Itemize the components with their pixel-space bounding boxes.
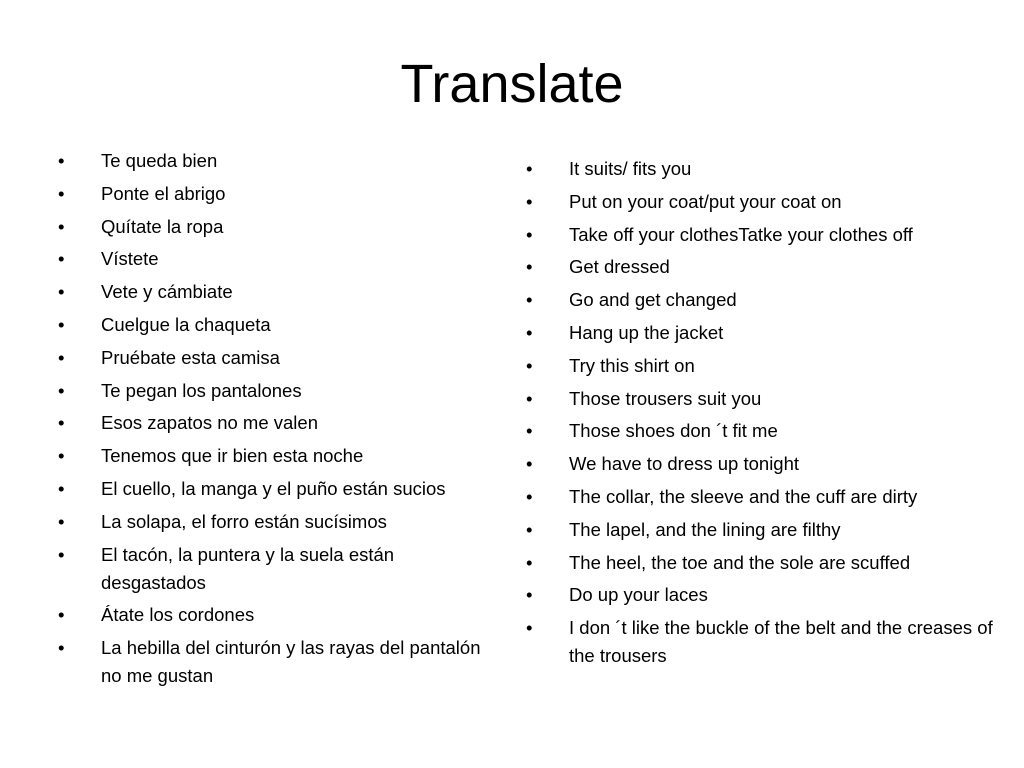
spanish-phrase-text: El cuello, la manga y el puño están sucios [101, 477, 446, 499]
spanish-phrase-list [58, 147, 488, 695]
english-phrase [526, 549, 996, 577]
bullet-icon: • [58, 379, 65, 401]
bullet-icon: • [526, 158, 533, 179]
english-phrase-text: The collar, the sleeve and the cuff are dirty [569, 485, 918, 507]
bullet-icon: • [526, 551, 533, 573]
spanish-phrase [58, 278, 488, 306]
english-phrase-text: The heel, the toe and the sole are scuffed [569, 551, 911, 573]
english-phrase [526, 319, 996, 347]
spanish-phrase-text: Ponte el abrigo [101, 182, 226, 204]
bullet-icon: • [58, 445, 65, 467]
spanish-phrase-text: La solapa, el forro están sucísimos [101, 510, 387, 532]
bullet-icon: • [58, 346, 65, 368]
bullet-icon: • [58, 215, 65, 237]
bullet-icon: • [526, 387, 533, 409]
english-translation-list [526, 155, 996, 675]
spanish-phrase [58, 213, 488, 241]
spanish-phrase-text: El tacón, la puntera y la suela están desgastados [101, 543, 395, 593]
spanish-phrase [58, 311, 488, 339]
english-phrase [526, 581, 996, 609]
english-phrase [526, 516, 996, 544]
bullet-icon: • [526, 617, 533, 639]
english-phrase-text: I don ´t like the buckle of the belt and the creases of the trousers [569, 617, 993, 667]
spanish-phrase-text: Te queda bien [101, 150, 218, 171]
spanish-phrase [58, 344, 488, 372]
english-phrase-text: Try this shirt on [569, 354, 695, 376]
english-phrase-text: We have to dress up tonight [569, 453, 800, 475]
bullet-icon: • [58, 510, 65, 532]
bullet-icon: • [526, 518, 533, 540]
spanish-phrase-text: Esos zapatos no me valen [101, 412, 318, 434]
spanish-phrase-text: Te pegan los pantalones [101, 379, 302, 401]
spanish-phrase-text: Pruébate esta camisa [101, 346, 280, 368]
spanish-phrase [58, 634, 488, 690]
english-phrase [526, 188, 996, 216]
english-phrase-text: It suits/ fits you [569, 158, 692, 179]
english-phrase-text: Put on your coat/put your coat on [569, 190, 842, 212]
spanish-phrase [58, 442, 488, 470]
english-phrase [526, 417, 996, 445]
bullet-icon: • [526, 190, 533, 212]
bullet-icon: • [526, 321, 533, 343]
english-phrase-text: The lapel, and the lining are filthy [569, 518, 841, 540]
english-phrase [526, 614, 996, 670]
english-phrase-text: Those shoes don ´t fit me [569, 420, 778, 442]
english-phrase-text: Hang up the jacket [569, 321, 724, 343]
spanish-phrase-text: Quítate la ropa [101, 215, 224, 237]
bullet-icon: • [526, 354, 533, 376]
english-phrase [526, 483, 996, 511]
spanish-phrase-text: Vete y cámbiate [101, 281, 233, 303]
spanish-phrase [58, 541, 488, 597]
spanish-phrase [58, 147, 488, 175]
spanish-phrase [58, 508, 488, 536]
english-phrase [526, 155, 996, 183]
bullet-icon: • [526, 289, 533, 311]
bullet-icon: • [526, 223, 533, 245]
spanish-phrase-text: Átate los cordones [101, 604, 255, 626]
english-phrase [526, 286, 996, 314]
bullet-icon: • [526, 256, 533, 278]
english-phrase-text: Take off your clothesTatke your clothes off [569, 223, 913, 245]
bullet-icon: • [58, 412, 65, 434]
english-phrase-text: Those trousers suit you [569, 387, 762, 409]
spanish-phrase [58, 377, 488, 405]
english-phrase [526, 221, 996, 249]
bullet-icon: • [58, 313, 65, 335]
spanish-phrase [58, 601, 488, 629]
slide-title: Translate [400, 54, 624, 114]
spanish-phrase [58, 245, 488, 273]
bullet-icon: • [58, 477, 65, 499]
spanish-phrase [58, 409, 488, 437]
bullet-icon: • [58, 248, 65, 270]
bullet-icon: • [58, 182, 65, 204]
english-phrase-text: Get dressed [569, 256, 670, 278]
english-phrase [526, 450, 996, 478]
english-phrase-text: Go and get changed [569, 289, 737, 311]
bullet-icon: • [58, 150, 65, 171]
bullet-icon: • [526, 485, 533, 507]
spanish-phrase-text: Cuelgue la chaqueta [101, 313, 271, 335]
bullet-icon: • [58, 604, 65, 626]
english-phrase [526, 385, 996, 413]
english-phrase [526, 352, 996, 380]
bullet-icon: • [526, 584, 533, 606]
bullet-icon: • [58, 543, 65, 565]
bullet-icon: • [526, 420, 533, 442]
spanish-phrase [58, 180, 488, 208]
spanish-phrase [58, 475, 488, 503]
bullet-icon: • [526, 453, 533, 475]
english-phrase [526, 253, 996, 281]
english-phrase-text: Do up your laces [569, 584, 708, 606]
spanish-phrase-text: La hebilla del cinturón y las rayas del pantalón no me gustan [101, 637, 481, 687]
spanish-phrase-text: Vístete [101, 248, 159, 270]
bullet-icon: • [58, 637, 65, 659]
bullet-icon: • [58, 281, 65, 303]
spanish-phrase-text: Tenemos que ir bien esta noche [101, 445, 364, 467]
